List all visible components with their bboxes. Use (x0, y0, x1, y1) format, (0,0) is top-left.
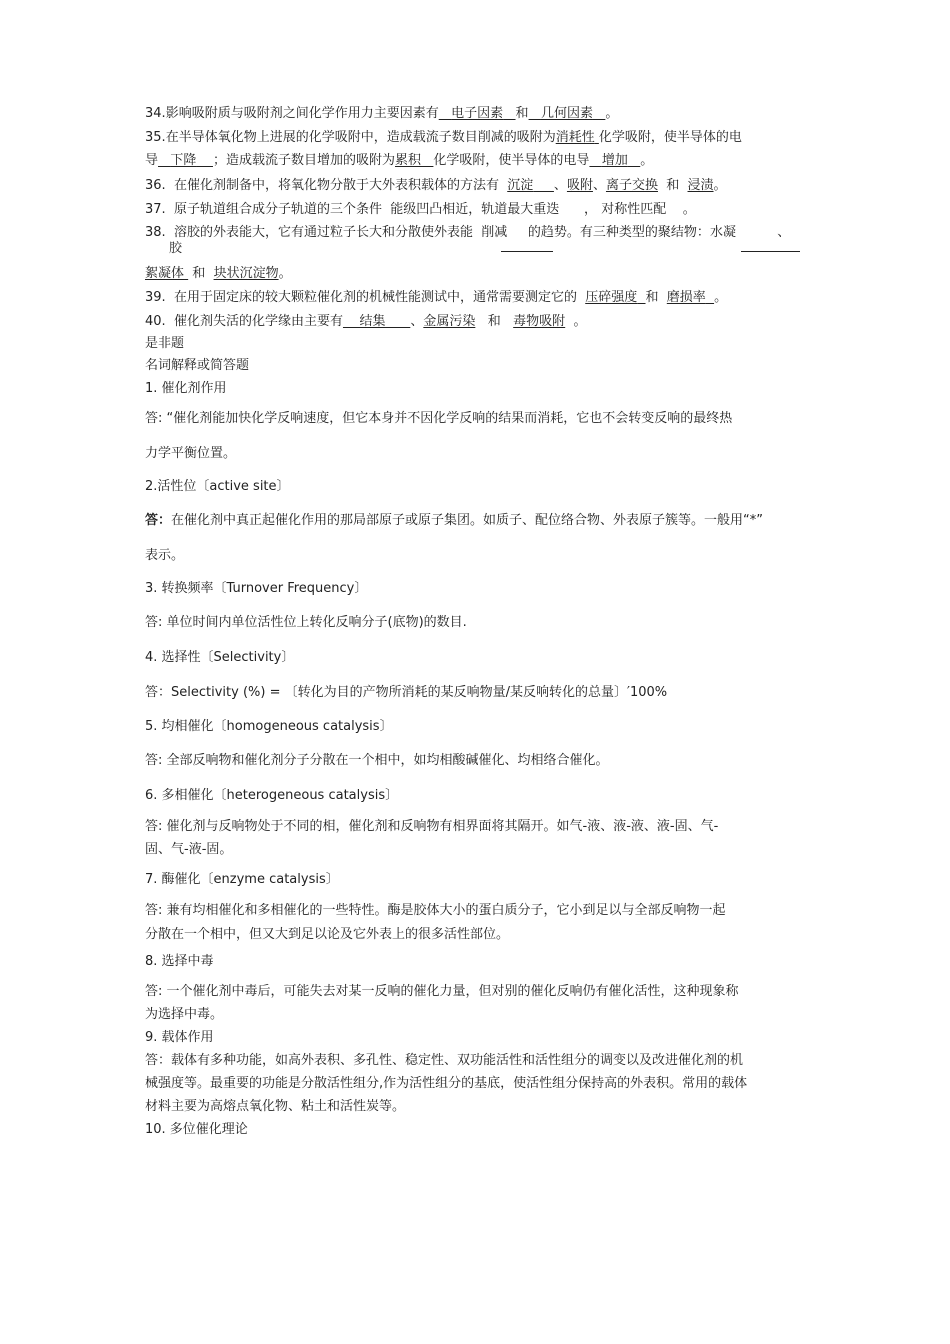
question-number: 34. (145, 106, 166, 121)
question-number: 37. (145, 202, 166, 217)
answer-prefix: 答: (145, 615, 163, 630)
section-heading-terms: 名词解释或简答题 (145, 358, 250, 373)
answer-blank: 离子交换 (605, 178, 658, 193)
term-title: 6. 多相催化〔heterogeneous catalysis〕 (145, 788, 399, 803)
answer-prefix: 答: (145, 753, 163, 768)
term-answer-line: 答：Selectivity (%) = 〔转化为目的产物所消耗的某反响物量/某反响转化的总量〕′100% (145, 685, 668, 700)
answer-blank: 水凝 (709, 225, 736, 240)
question-35-line2: 导 下降 ；造成载流子数目增加的吸附为累积 化学吸附，使半导体的电导 增加 。 (145, 153, 654, 168)
term-answer-line: 固、气-液-固。 (145, 842, 233, 857)
answer-blank: 压碎强度 (585, 290, 638, 305)
answer-blank: 金属污染 (423, 314, 476, 329)
answer-blank: 絮凝体 (145, 266, 185, 281)
answer-blank: 吸附 (566, 178, 593, 193)
answer-prefix: 答: (145, 903, 163, 918)
question-34: 34.影响吸附质与吸附剂之间化学作用力主要因素有 电子因素 和 几何因素 。 (145, 106, 619, 121)
section-heading-true-false: 是非题 (145, 336, 185, 351)
blank-underline (741, 251, 800, 252)
answer-blank: 几何因素 (540, 106, 593, 121)
answer-blank: 累积 (394, 153, 421, 168)
term-title: 1. 催化剂作用 (145, 381, 227, 396)
term-answer-line: 答：载体有多种功能，如高外表积、多孔性、稳定性、双功能活性和活性组分的调变以及改进催化剂的机 (145, 1053, 744, 1068)
answer-blank: 沉淀 (507, 178, 534, 193)
term-title: 2.活性位〔active site〕 (145, 479, 290, 494)
question-38-line2: 胶 (169, 241, 183, 256)
term-answer-line: 答: 全部反响物和催化剂分子分散在一个相中，如均相酸碱催化、均相络合催化。 (145, 753, 609, 768)
term-answer-line: 答: 单位时间内单位活性位上转化反响分子(底物)的数目. (145, 615, 467, 630)
question-38: 38. 溶胶的外表能大，它有通过粒子长大和分散使外表能 削减 的趋势。有三种类型的聚结物：水凝 、 (145, 225, 791, 240)
question-35: 35.在半导体氧化物上进展的化学吸附中，造成载流子数目削减的吸附为消耗性 化学吸附，使半导体的电 (145, 130, 742, 145)
question-number: 39. (145, 290, 166, 305)
term-title: 10. 多位催化理论 (145, 1122, 248, 1137)
answer-blank: 毒物吸附 (513, 314, 566, 329)
question-37: 37. 原子轨道组合成分子轨道的三个条件 能级凹凸相近，轨道最大重迭 ， 对称性匹配 。 (145, 202, 696, 217)
term-answer-line: 表示。 (145, 548, 185, 563)
answer-blank: 块状沉淀物 (213, 266, 279, 281)
answer-prefix: 答: (145, 984, 163, 999)
term-answer-line: 答: 兼有均相催化和多相催化的一些特性。酶是胶体大小的蛋白质分子，它小到足以与全部反响物一起 (145, 903, 726, 918)
term-answer-line: 力学平衡位置。 (145, 446, 237, 461)
term-answer-line: 械强度等。最重要的功能是分散活性组分,作为活性组分的基底，使活性组分保持高的外表积。常用的载体 (145, 1076, 748, 1091)
question-38-line3: 絮凝体 和 块状沉淀物。 (145, 266, 292, 281)
question-39: 39. 在用于固定床的较大颗粒催化剂的机械性能测试中，通常需要测定它的 压碎强度 和 磨损率 。 (145, 290, 728, 305)
question-40: 40. 催化剂失活的化学缘由主要有 结集 、金属污染 和 毒物吸附 。 (145, 314, 587, 329)
question-text: 影响吸附质与吸附剂之间化学作用力主要因素有 (165, 106, 439, 121)
term-answer-line: 答: 催化剂与反响物处于不同的相，催化剂和反响物有相界面将其隔开。如气-液、液-液、液-固、气- (145, 819, 719, 834)
blank-underline (501, 251, 553, 252)
answer-blank: 下降 (170, 153, 197, 168)
term-answer-line: 为选择中毒。 (145, 1007, 224, 1022)
question-36: 36. 在催化剂制备中，将氧化物分散于大外表积载体的方法有 沉淀 、吸附、离子交换 和 浸渍。 (145, 178, 727, 193)
answer-blank: 增加 (601, 153, 628, 168)
answer-blank: 消耗性 (555, 130, 595, 145)
answer-blank: 磨损率 (666, 290, 706, 305)
term-title: 3. 转换频率〔Turnover Frequency〕 (145, 581, 368, 596)
term-answer-line: 分散在一个相中，但又大到足以论及它外表上的很多活性部位。 (145, 927, 510, 942)
answer-prefix: 答： (145, 513, 172, 528)
answer-prefix: 答： (145, 685, 172, 700)
answer-blank: 浸渍 (687, 178, 714, 193)
answer-blank: 电子因素 (451, 106, 504, 121)
term-title: 5. 均相催化〔homogeneous catalysis〕 (145, 719, 393, 734)
answer-prefix: 答: (145, 819, 163, 834)
answer-prefix: 答: (145, 411, 163, 426)
term-title: 9. 载体作用 (145, 1030, 214, 1045)
question-number: 36. (145, 178, 166, 193)
term-title: 7. 酶催化〔enzyme catalysis〕 (145, 872, 339, 887)
term-title: 4. 选择性〔Selectivity〕 (145, 650, 295, 665)
question-number: 40. (145, 314, 166, 329)
question-number: 35. (145, 130, 166, 145)
term-title: 8. 选择中毒 (145, 954, 214, 969)
answer-blank: 结集 (359, 314, 386, 329)
answer-blank: 削减 (481, 225, 508, 240)
term-answer-line: 答：在催化剂中真正起催化作用的那局部原子或原子集团。如质子、配位络合物、外表原子簇等。一般用“*” (145, 513, 763, 528)
question-number: 38. (145, 225, 166, 240)
answer-prefix: 答： (145, 1053, 172, 1068)
term-answer-line: 材料主要为高熔点氧化物、粘土和活性炭等。 (145, 1099, 406, 1114)
term-answer-line: 答: “催化剂能加快化学反响速度，但它本身并不因化学反响的结果而消耗，它也不会转变反响的最终热 (145, 411, 733, 426)
term-answer-line: 答: 一个催化剂中毒后，可能失去对某一反响的催化力量，但对别的催化反响仍有催化活性，这种现象称 (145, 984, 739, 999)
